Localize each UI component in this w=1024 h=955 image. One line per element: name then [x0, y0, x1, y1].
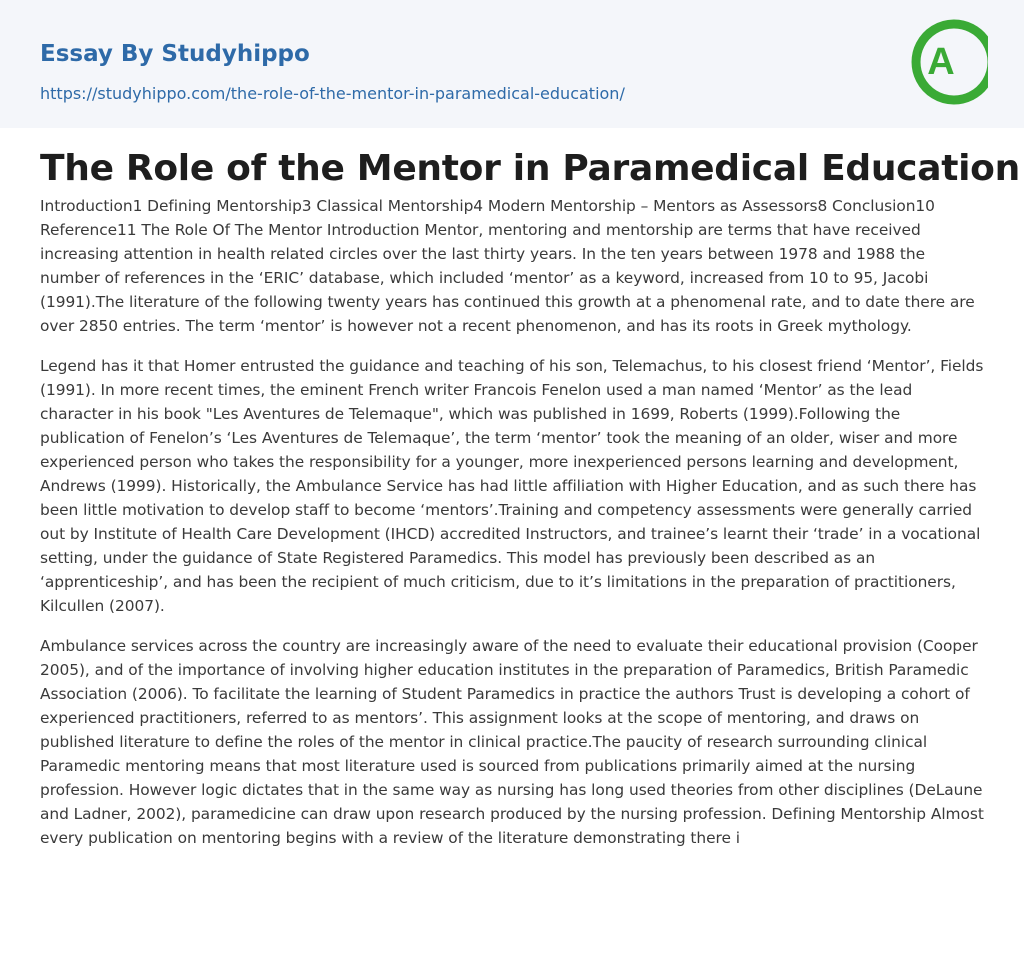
article-paragraph: Introduction1 Defining Mentorship3 Classical Mentorship4 Modern Mentorship – Mentors as Assessors8 Conclusion10 Reference11 The Role Of The Mentor Introduction Mentor, mentoring and mentorship are terms that have received increasing attention in health related circles over the last thirty years. In the ten years between 1978 and 1988 the number of references in the ‘ERIC’ database, which included ‘mentor’ as a keyword, increased from 10 to 95, Jacobi (1991).The literature of the following twenty years has continued this growth at a phenomenal rate, and to date there are over 2850 entries. The term ‘mentor’ is however not a recent phenomenon, and has its roots in Greek mythology.	[40, 197, 975, 335]
article-body	[40, 194, 986, 866]
site-brand[interactable]: Essay By Studyhippo	[40, 41, 310, 67]
article-paragraph: Ambulance services across the country are increasingly aware of the need to evaluate their educational provision (Cooper 2005), and of the importance of involving higher education institutes in the preparation of Paramedics, British Paramedic Association (2006). To facilitate the learning of Student Paramedics in practice the authors Trust is developing a cohort of experienced practitioners, referred to as mentors’. This assignment looks at the scope of mentoring, and draws on published literature to define the roles of the mentor in clinical practice.The paucity of research surrounding clinical Paramedic mentoring means that most literature used is sourced from publications primarily aimed at the nursing profession. However logic dictates that in the same way as nursing has long used theories from other disciplines (DeLaune and Ladner, 2002), paramedicine can draw upon research produced by the nursing profession. Defining Mentorship Almost every publication on mentoring begins with a review of the literature demonstrating there i	[40, 637, 984, 847]
article-paragraph: Legend has it that Homer entrusted the guidance and teaching of his son, Telemachus, to his closest friend ‘Mentor’, Fields (1991). In more recent times, the eminent French writer Francois Fenelon used a man named ‘Mentor’ as the lead character in his book "Les Aventures de Telemaque", which was published in 1699, Roberts (1999).Following the publication of Fenelon’s ‘Les Aventures de Telemaque’, the term ‘mentor’ took the meaning of an older, wiser and more experienced person who takes the responsibility for a younger, more inexperienced persons learning and development, Andrews (1999). Historically, the Ambulance Service has had little affiliation with Higher Education, and as such there has been little motivation to develop staff to become ‘mentors’.Training and competency assessments were generally carried out by Institute of Health Care Development (IHCD) accredited Instructors, and trainee’s learnt their ‘trade’ in a vocational setting, under the guidance of State Registered Paramedics. This model has previously been described as an ‘apprenticeship’, and has been the recipient of much criticism, due to it’s limitations in the preparation of practitioners, Kilcullen (2007).	[40, 357, 984, 615]
page-title: The Role of the Mentor in Paramedical Education	[40, 148, 1020, 189]
page-url-link[interactable]: https://studyhippo.com/the-role-of-the-mentor-in-paramedical-education/	[40, 84, 625, 103]
logo-letter: A	[927, 41, 955, 83]
